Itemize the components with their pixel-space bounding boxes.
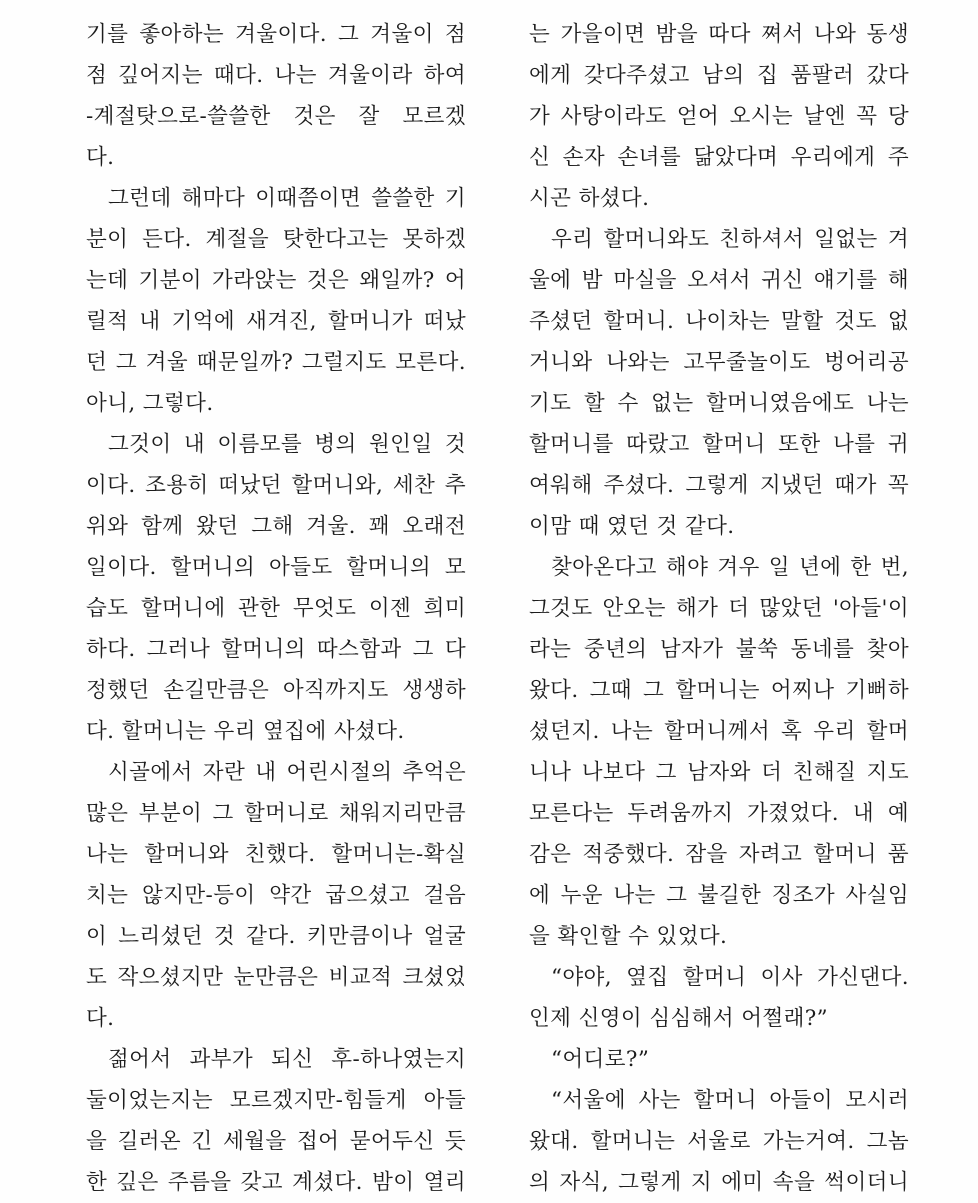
text-line: 는데 기분이 가라앉는 것은 왜일까? 어 bbox=[86, 268, 466, 293]
text-line: 니나 나보다 그 남자와 더 친해질 지도 bbox=[529, 760, 909, 785]
text-line: 다. bbox=[86, 145, 115, 170]
text-line: 할머니를 따랐고 할머니 또한 나를 귀 bbox=[529, 432, 909, 457]
text-line: 기도 할 수 없는 할머니였음에도 나는 bbox=[529, 391, 909, 416]
text-line: 많은 부분이 그 할머니로 채워지리만큼 bbox=[86, 801, 466, 826]
text-line: “서울에 사는 할머니 아들이 모시러 bbox=[551, 1088, 909, 1113]
text-line: 시골에서 자란 내 어린시절의 추억은 bbox=[108, 760, 466, 785]
text-line: 한 깊은 주름을 갖고 계셨다. 밤이 열리 bbox=[86, 1170, 466, 1195]
text-line: 정했던 손길만큼은 아직까지도 생생하 bbox=[86, 678, 466, 703]
text-line: 거니와 나와는 고무줄놀이도 벙어리공 bbox=[529, 350, 909, 375]
text-line: 다. bbox=[86, 1006, 115, 1031]
text-line: 신 손자 손녀를 닮았다며 우리에게 주 bbox=[529, 145, 909, 170]
text-line: 감은 적중했다. 잠을 자려고 할머니 품 bbox=[529, 842, 909, 867]
text-line: 던 그 겨울 때문일까? 그럴지도 모른다. bbox=[86, 350, 466, 375]
text-line: 이 느리셨던 것 같다. 키만큼이나 얼굴 bbox=[86, 924, 466, 949]
text-line: 기를 좋아하는 겨울이다. 그 겨울이 점 bbox=[86, 22, 466, 47]
text-line: 모른다는 두려움까지 가졌었다. 내 예 bbox=[529, 801, 909, 826]
text-line: 그것도 안오는 해가 더 많았던 '아들'이 bbox=[529, 596, 909, 621]
text-line: 젊어서 과부가 되신 후-하나였는지 bbox=[108, 1047, 466, 1072]
text-line: 그런데 해마다 이때쯤이면 쓸쓸한 기 bbox=[108, 186, 466, 211]
text-line: 주셨던 할머니. 나이차는 말할 것도 없 bbox=[529, 309, 909, 334]
text-line: 다. 할머니는 우리 옆집에 사셨다. bbox=[86, 719, 405, 744]
text-line: 라는 중년의 남자가 불쑥 동네를 찾아 bbox=[529, 637, 909, 662]
text-line: 이다. 조용히 떠났던 할머니와, 세찬 추 bbox=[86, 473, 466, 498]
text-line: 점 깊어지는 때다. 나는 겨울이라 하여 bbox=[86, 63, 466, 88]
text-line: 을 확인할 수 있었다. bbox=[529, 924, 728, 949]
text-line: 습도 할머니에 관한 무엇도 이젠 희미 bbox=[86, 596, 466, 621]
text-line: 의 자식, 그렇게 지 에미 속을 썩이더니 bbox=[529, 1170, 909, 1195]
text-line: 하다. 그러나 할머니의 따스함과 그 다 bbox=[86, 637, 466, 662]
text-line: 시곤 하셨다. bbox=[529, 186, 650, 211]
text-line: 셨던지. 나는 할머니께서 혹 우리 할머 bbox=[529, 719, 909, 744]
text-line: 인제 신영이 심심해서 어쩔래?” bbox=[529, 1006, 829, 1031]
right-text-column bbox=[529, 14, 909, 1203]
text-line: 그것이 내 이름모를 병의 원인일 것 bbox=[108, 432, 466, 457]
text-line: 가 사탕이라도 얻어 오시는 날엔 꼭 당 bbox=[529, 104, 909, 129]
text-line: 에게 갖다주셨고 남의 집 품팔러 갔다 bbox=[529, 63, 909, 88]
text-line: 왔대. 할머니는 서울로 가는거여. 그놈 bbox=[529, 1129, 909, 1154]
text-line: 이맘 때 였던 것 같다. bbox=[529, 514, 735, 539]
text-line: 울에 밤 마실을 오셔서 귀신 얘기를 해 bbox=[529, 268, 909, 293]
text-line: 일이다. 할머니의 아들도 할머니의 모 bbox=[86, 555, 466, 580]
text-line: 왔다. 그때 그 할머니는 어찌나 기뻐하 bbox=[529, 678, 909, 703]
text-line: 여워해 주셨다. 그렇게 지냈던 때가 꼭 bbox=[529, 473, 909, 498]
text-line: -계절탓으로-쓸쓸한 것은 잘 모르겠 bbox=[86, 104, 466, 129]
text-line: 찾아온다고 해야 겨우 일 년에 한 번, bbox=[551, 555, 909, 580]
text-line: 릴적 내 기억에 새겨진, 할머니가 떠났 bbox=[86, 309, 466, 334]
text-line: 을 길러온 긴 세월을 접어 묻어두신 듯 bbox=[86, 1129, 466, 1154]
text-line: 둘이었는지는 모르겠지만-힘들게 아들 bbox=[86, 1088, 466, 1113]
left-text-column bbox=[86, 14, 466, 1203]
text-line: 나는 할머니와 친했다. 할머니는-확실 bbox=[86, 842, 466, 867]
text-line: 는 가을이면 밤을 따다 쪄서 나와 동생 bbox=[529, 22, 909, 47]
text-line: “야야, 옆집 할머니 이사 가신댄다. bbox=[551, 965, 909, 990]
text-line: 우리 할머니와도 친하셔서 일없는 겨 bbox=[551, 227, 909, 252]
text-line: 에 누운 나는 그 불길한 징조가 사실임 bbox=[529, 883, 909, 908]
text-line: 분이 든다. 계절을 탓한다고는 못하겠 bbox=[86, 227, 466, 252]
text-line: 치는 않지만-등이 약간 굽으셨고 걸음 bbox=[86, 883, 466, 908]
text-line: 아니, 그렇다. bbox=[86, 391, 214, 416]
text-line: 위와 함께 왔던 그해 겨울. 꽤 오래전 bbox=[86, 514, 466, 539]
text-line: “어디로?” bbox=[551, 1047, 650, 1072]
text-line: 도 작으셨지만 눈만큼은 비교적 크셨었 bbox=[86, 965, 466, 990]
